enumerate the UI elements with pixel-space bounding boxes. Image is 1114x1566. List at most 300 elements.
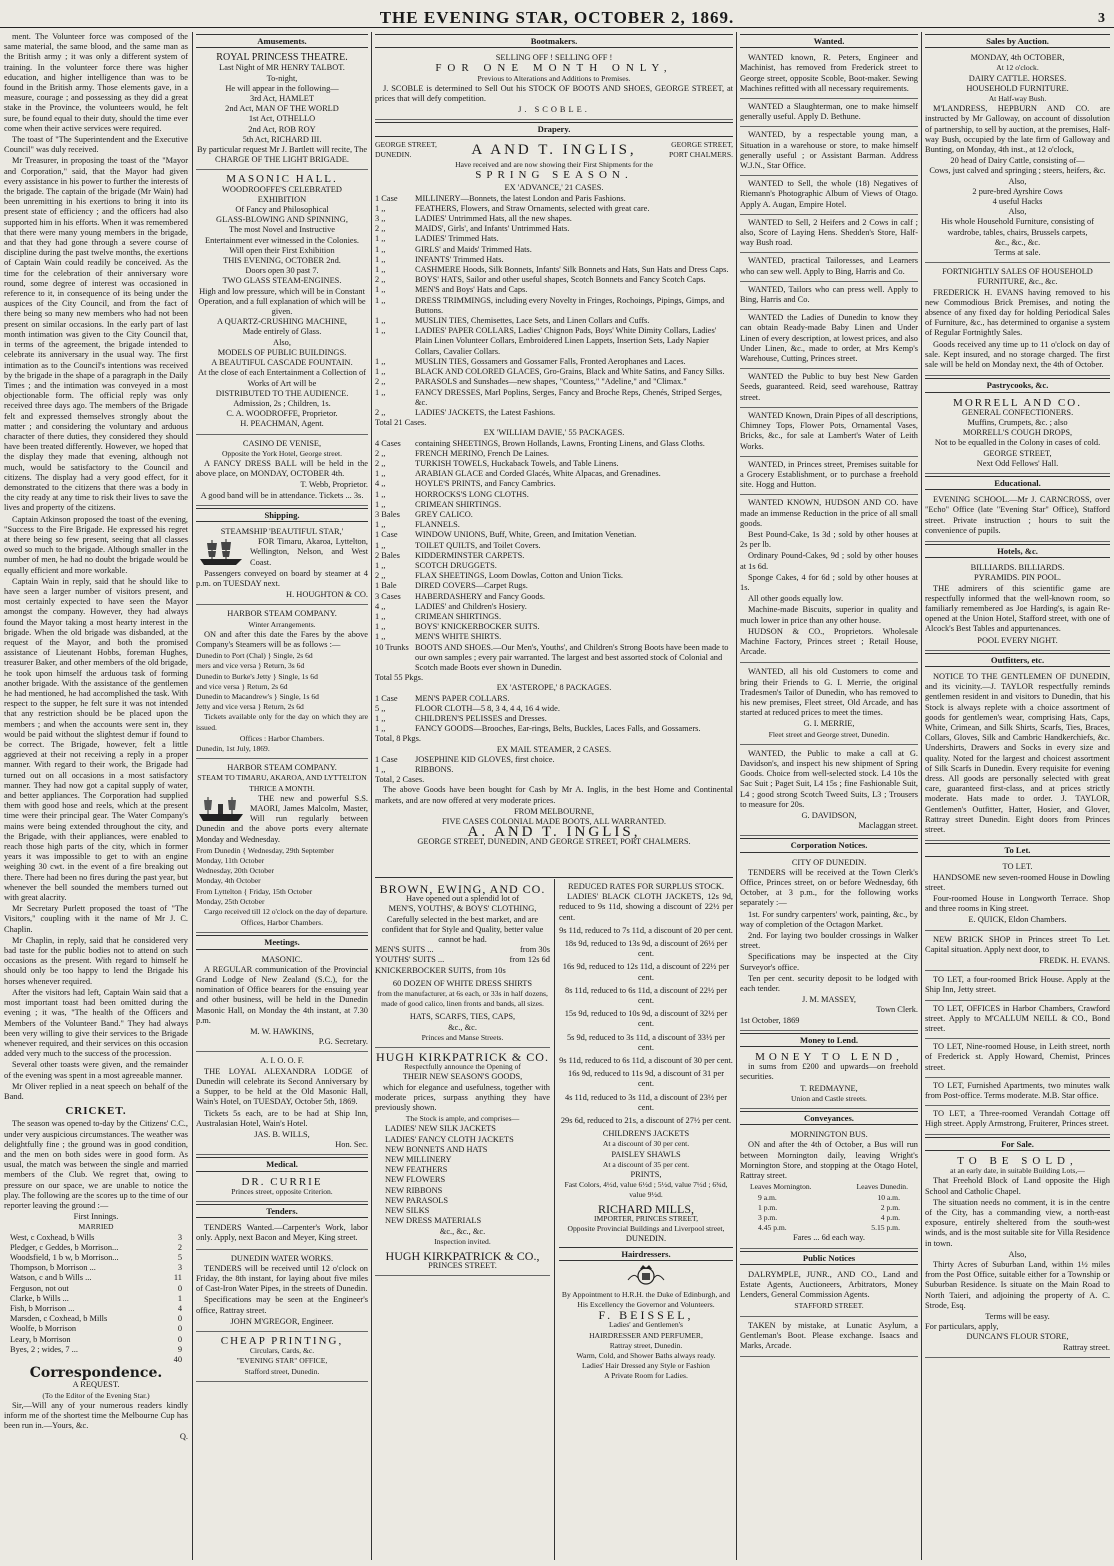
- text-line: Cows, just calved and springing ; steers, heifers, &c.: [929, 166, 1106, 176]
- section-wanted: Wanted.: [740, 34, 918, 48]
- section-amusements: Amusements.: [196, 34, 368, 48]
- goods-description: BOOTS AND SHOES.—Our Men's, Youths', and Children's Strong Boots have been made to our own samples ; every pair warranted. The largest and best assorted stock of Colonial and Scotch made Boots ever shown in Dunedin.: [415, 642, 729, 672]
- goods-quantity: 1 ,,: [375, 632, 386, 642]
- text-line: H. PEACHMAN, Agent.: [240, 419, 324, 429]
- goods-item: [375, 408, 733, 418]
- goods-description: HOYLE'S PRINTS, and Fancy Cambrics.: [415, 479, 556, 489]
- price-reduction: 4s 11d, reduced to 3s 11d, a discount of 23½ per cent.: [565, 1092, 727, 1112]
- batsman-name: Thompson, b Morrison ...: [10, 1263, 96, 1273]
- text-line: DISTRIBUTED TO THE AUDIENCE.: [215, 388, 349, 398]
- ad-beautiful-star: STEAMSHIP 'BEAUTIFUL STAR,' FOR Timaru, Akaroa, Lyttelton, Wellington, Nelson, and West Coast. Passengers conveyed on board by steamer at 4 p.m. on TUESDAY next. H. HOUGHTON & CO.: [196, 525, 368, 605]
- royal-crest-icon: [626, 1264, 666, 1288]
- score-row: [4, 1304, 188, 1314]
- batsman-runs: 3: [177, 1232, 182, 1242]
- goods-quantity: 2 ,,: [375, 377, 386, 387]
- ad-aiooof: A. I. O. O. F. THE LOYAL ALEXANDRA LODGE of Dunedin will celebrate its Second Anniversary by a Supper, to be held at the Old Masonic Hall, Wain's Hotel, on TUESDAY, October 5th, 1869. Tickets 5s each, are to be had at Ship Inn, Australasian Hotel, Wain's Hotel. JAS. B. WILLS, Hon. Sec.: [196, 1054, 368, 1155]
- goods-description: MEN'S PAPER COLLARS.: [415, 693, 510, 703]
- text-line: 4 useful Hacks: [992, 197, 1043, 207]
- text-line: Admission, 2s ; Children, 1s.: [233, 398, 331, 408]
- batsman-name: Ferguson, not out: [10, 1283, 69, 1293]
- section-shipping: Shipping.: [196, 508, 368, 522]
- batsman-runs: 0: [177, 1283, 182, 1293]
- goods-quantity: 1 Case: [375, 754, 398, 764]
- batsman-runs: 3: [177, 1263, 182, 1273]
- text-line: Stafford street, Dunedin.: [244, 1366, 320, 1376]
- goods-item: [375, 551, 733, 561]
- price-line: HUDSON & CO., Proprietors. Wholesale Machine Factory, Princes street ; Retail House, Arcade.: [740, 626, 918, 657]
- goods-description: MEN'S WHITE SHIRTS.: [415, 632, 502, 642]
- goods-quantity: 1 ,,: [375, 489, 386, 499]
- paragraph: Mr Secretary Purlett proposed the toast of "The Visitors," coupling with it the name of Mr J. C. Chaplin.: [4, 904, 188, 934]
- goods-item: [375, 622, 733, 632]
- ad-masonic-hall: MASONIC HALL. WOODROOFFE'S CELEBRATED EXHIBITION Of Fancy and Philosophical GLASS-BLOWING AND SPINNING, The most Novel and Instructive Entertainment ever witnessed in the Colonies. Will open their First Exhibition THIS EVENING, OCTOBER 2nd. Doors open 30 past 7. TWO GLASS STEAM-ENGINES. High and low pressure, which will be in Constant Operation, and a full explanation of which will be given. A QUARTZ-CRUSHING MACHINE, Made entirely of Glass. Also, MODELS OF PUBLIC BUILDINGS. A BEAUTIFUL CASCADE FOUNTAIN. At the close of each Entertainment a Collection of Works of Art will be DISTRIBUTED TO THE AUDIENCE. Admission, 2s ; Children, 1s. C. A. WOODROFFE, Proprietor. H. PEACHMAN, Agent.: [196, 172, 368, 434]
- cricket-heading: CRICKET.: [65, 1105, 127, 1118]
- fare-line: Dunedin to Burke's Jetty } Single, 1s 6d: [196, 671, 318, 681]
- text-line: MORRELL'S COUGH DROPS,: [962, 428, 1073, 438]
- goods-item: [375, 602, 733, 612]
- correspondence-to: (To the Editor of the Evening Star.): [42, 1390, 150, 1400]
- text-line: Warm, Cold, and Shower Baths always ready.: [576, 1350, 716, 1360]
- goods-quantity: 1 ,,: [375, 244, 386, 254]
- goods-quantity: 1 ,,: [375, 765, 386, 775]
- fare-line: and vice versa } Return, 2s 6d: [196, 681, 288, 691]
- goods-item: [375, 581, 733, 591]
- text-line: At the close of each Entertainment a Collection of Works of Art will be: [198, 368, 366, 388]
- text-line: MODELS OF PUBLIC BUILDINGS.: [217, 347, 347, 357]
- ad-wanted: WANTED, by a respectable young man, a Situation in a warehouse or store, to make himself generally useful ; or Assistant Barman. Address W.J.N., Star Office.: [740, 128, 918, 176]
- text-line: He will appear in the following—: [225, 83, 339, 93]
- goods-description: GREY CALICO.: [415, 509, 473, 519]
- ad-to-let: TO LET, Furnished Apartments, two minutes walk from Post-office. Terms moderate. M.B. Star office.: [925, 1079, 1110, 1106]
- section-public: Public Notices: [740, 1251, 918, 1265]
- batsman-runs: 0: [177, 1334, 182, 1344]
- ad-mornington-bus: MORNINGTON BUS. ON and after the 4th of October, a Bus will run between Mornington daily, leaving Wright's Mornington Store, and stopping at the Otago Hotel, Rattray street. Leaves Mornington. Leaves Dunedin. 9 a.m. 10 a.m. 1 p.m. 2 p.m. 3 p.m. 4 p.m. 4.45 p.m. 5.15 p.m. Fares ... 6d each way.: [740, 1128, 918, 1248]
- goods-item: [375, 326, 733, 357]
- batsman-runs: 11: [173, 1273, 182, 1283]
- goods-item: [375, 255, 733, 265]
- ad-currie: DR. CURRIE Princes street, opposite Criterion.: [196, 1175, 368, 1202]
- suit-price-row: [375, 945, 550, 955]
- goods-item: [375, 316, 733, 326]
- fare-line: Dunedin to Port (Chal) } Single, 2s 6d: [196, 651, 313, 661]
- goods-quantity: 3 ,,: [375, 214, 386, 224]
- goods-quantity: 1 ,,: [375, 560, 386, 570]
- goods-item: [375, 510, 733, 520]
- goods-description: TOILET QUILTS, and Toilet Covers.: [415, 540, 541, 550]
- goods-item: [375, 724, 733, 734]
- text-line: By particular request Mr J. Bartlett will recite, The: [196, 145, 368, 155]
- goods-quantity: 1 ,,: [375, 520, 386, 530]
- steamship-icon: [196, 794, 246, 824]
- text-line: THIS EVENING, OCTOBER 2nd.: [223, 256, 341, 266]
- goods-item: [375, 439, 733, 449]
- goods-description: LADIES' Trimmed Hats.: [415, 234, 499, 244]
- goods-quantity: 1 ,,: [375, 469, 386, 479]
- goods-line: NEW FLOWERS: [385, 1175, 446, 1185]
- ad-wanted: WANTED known, R. Peters, Engineer and Machinist, has removed from Frederick street to George street, opposite Scoble, Boot-maker. Sewing Machines refitted with all necessary requirements.: [740, 51, 918, 99]
- goods-description: MUSLIN TIES, Gossamers and Gossamer Falls, Fronted Aerophanes and Laces.: [415, 356, 686, 366]
- price-reduction: 15s 9d, reduced to 10s 9d, a discount of 32½ per cent.: [564, 1009, 728, 1029]
- ad-cheap-printing: CHEAP PRINTING, Circulars, Cards, &c. "EVENING STAR" OFFICE, Stafford street, Dunedin.: [196, 1334, 368, 1382]
- text-line: EXHIBITION: [257, 194, 307, 204]
- score-row: [4, 1263, 188, 1273]
- price-reduction: 16s 9d, reduced to 11s 9d, a discount of 31 per cent.: [568, 1069, 724, 1089]
- text-line: Also,: [1008, 176, 1027, 186]
- text-line: Muffins, Crumpets, &c. ; also: [967, 417, 1068, 427]
- masthead: [0, 6, 1114, 28]
- goods-description: HORROCKS'S LONG CLOTHS.: [415, 489, 529, 499]
- score-row: [4, 1345, 188, 1355]
- suit-price: from 12s 6d: [509, 955, 550, 965]
- goods-item: [375, 632, 733, 642]
- ad-to-let: TO LET, Nine-roomed House, in Leith street, north of Frederick st. Apply Howard, Chemist, Princes street.: [925, 1040, 1110, 1078]
- score-row: [4, 1314, 188, 1324]
- ship-icon: [196, 537, 246, 567]
- jackets-head: LADIES' BLACK CLOTH JACKETS, 12s 9d, reduced to 9s 11d, showing a discount of 22½ per cent.: [559, 892, 733, 922]
- price-reduction: 8s 11d, reduced to 6s 11d, a discount of 22½ per cent.: [565, 985, 727, 1006]
- goods-item: [375, 275, 733, 285]
- goods-quantity: 1 ,,: [375, 724, 386, 734]
- paragraph: ment. The Volunteer force was composed of the same material, the same blood, and the same man as the British army ; it was only a different system of training. In the volunteer force there was higher education, and higher intelligence than was to be found in the British army. Those elements gave, in a measure, courage ; and possessing as they did a great stake in the Province, the volunteers would, he felt sure, be found equal to their duty, should the time ever come when their active services were required.: [4, 32, 188, 133]
- goods-description: GIRLS' and Maids' Trimmed Hats.: [415, 244, 532, 254]
- score-row: [4, 1273, 188, 1283]
- score-row: [4, 1243, 188, 1253]
- ad-to-let: TO LET, OFFICES in Harbor Chambers, Crawford street. Apply to M'CALLUM NEILL & CO., Bond street.: [925, 1002, 1110, 1040]
- ad-merrie: WANTED, all his old Customers to come and bring their Friends to G. I. Merrie, the original Tradesmen's Tailor of Dunedin, who has removed to his new premises, Fleet street, Old Arcade, and has started at reduced prices to meet the times. G. I. MERRIE, Fleet street and George street, Dunedin.: [740, 665, 918, 744]
- ad-wanted: WANTED the Public to buy best New Garden Seeds, guaranteed. Reid, seed warehouse, Rattray street.: [740, 370, 918, 408]
- departure-mornington: 3 p.m.: [758, 1212, 778, 1222]
- score-row: [4, 1284, 188, 1294]
- paragraph: After the visitors had left, Captain Wain said that a most important toast had been omitted during the evening ; it was, "The health of the Officers and Members of the Volunteer Band." They had always been very willing to give their services to the Brigade whenever required, and their services on this occasion added very much to the success of the procession.: [4, 987, 188, 1059]
- goods-quantity: 1 ,,: [375, 316, 386, 326]
- section-money: Money to Lend.: [740, 1033, 918, 1047]
- text-line: To-night,: [266, 73, 298, 83]
- text-line: High and low pressure, which will be in Constant Operation, and a full explanation of which will be given.: [198, 286, 366, 317]
- goods-quantity: 1 ,,: [375, 285, 386, 295]
- section-conveyances: Conveyances.: [740, 1111, 918, 1125]
- text-line: 2nd Act, ROB ROY: [248, 124, 316, 134]
- goods-quantity: 3 Cases: [375, 591, 401, 601]
- goods-line: NEW MILLINERY: [385, 1155, 452, 1165]
- ad-wanted: WANTED, in Princes street, Premises suitable for a Grocery Establishment, or to purchase a freehold site. Hogg and Hutton.: [740, 458, 918, 496]
- goods-item: [375, 479, 733, 489]
- goods-description: INFANTS' Trimmed Hats.: [415, 254, 504, 264]
- goods-item: [375, 714, 733, 724]
- ad-dalrymple: DALRYMPLE, JUNR., AND CO., Land and Estate Agents, Auctioneers, Arbitrators, Money Lenders, General Commission Agents. STAFFORD STREET.: [740, 1268, 918, 1317]
- goods-item: [375, 224, 733, 234]
- ad-money-lend: MONEY TO LEND, in sums from £200 and upwards—on freehold securities. T. REDMAYNE, Union and Castle streets.: [740, 1050, 918, 1109]
- ad-hudson: WANTED KNOWN, HUDSON AND CO. have made an immense Reduction in the price of all small goods. Best Pound-Cake, 1s 3d ; sold by other houses at 2s per lb. Ordinary Pound-Cakes, 9d ; sold by other houses at 1s 6d. Sponge Cakes, 4 for 6d ; sold by other houses at 1s. All other goods equally low. Machine-made Biscuits, superior in quality and much lower in price than any other house. HUDSON & CO., Proprietors. Wholesale Machine Factory, Princes street ; Retail House, Arcade.: [740, 496, 918, 663]
- text-line: 1st Act, OTHELLO: [248, 114, 316, 124]
- ad-wanted: WANTED, Tailors who can press well. Apply to Bing, Harris and Co.: [740, 283, 918, 310]
- batsman-runs: 0: [177, 1324, 182, 1334]
- goods-description: FLANNELS.: [415, 520, 460, 530]
- text-line: Carefully selected in the best market, and are confident that for Style and Quality, better value cannot be had.: [381, 914, 544, 945]
- text-line: Entertainment ever witnessed in the Colonies.: [205, 235, 359, 245]
- goods-description: FANCY GOODS—Brooches, Ear-rings, Belts, Buckles, Laces Falls, and Gossamers.: [415, 724, 701, 734]
- text-line: MEN'S, YOUTHS', & BOYS' CLOTHING,: [388, 904, 537, 914]
- goods-description: HABERDASHERY and Fancy Goods.: [415, 591, 545, 601]
- suit-price-row: [375, 966, 550, 976]
- ad-harbor-steam-2: HARBOR STEAM COMPANY. STEAM TO TIMARU, AKAROA, AND LYTTELTON THRICE A MONTH. THE new and powerful S.S. MAORI, James Malcolm, Master, Will run regularly between Dunedin and the above ports every alternate Monday and Wednesday. From Dunedin { Wednesday, 29th September Monday, 11th October Wednesday, 20th October Monday, 4th October From Lyttelton { Friday, 15th October Monday, 25th October Cargo received till 12 o'clock on the day of departure. Offices, Harbor Chambers.: [196, 761, 368, 933]
- ad-taylor: NOTICE TO THE GENTLEMEN OF DUNEDIN, and its vicinity.—J. TAYLOR respectfully reminds gentlemen resident in and visitors to Dunedin, that his Stock is always replete with a choice assortment of goods for gentlemen's wear, comprising Hats, Caps, White, Crimean, and Silk Shirts, Scarfs, Ties, Braces, Collars, Gloves, Silk and Cambric Handkerchiefs, &c. Undershirts, Drawers and Socks in every size and quality. Noted for the largest and choicest assortment of Silk Scarfs in Dunedin. Every requisite for evening dress. All goods are personally selected with great care, guaranteed first-class, and at prices strictly moderate. Hats made to order. J. TAYLOR, Gentlemen's Outfitter, Hatter, Hosier, and Glover, Rattray street Dunedin. Eight doors from Princes street.: [925, 670, 1110, 841]
- ad-morrell: MORRELL AND CO. GENERAL CONFECTIONERS. Muffins, Crumpets, &c. ; also MORRELL'S COUGH DROPS, Not to be equalled in the Colony in cases of cold. GEORGE STREET, Next Odd Fellows' Hall.: [925, 396, 1110, 474]
- text-line: 2nd Act, MAN OF THE WORLD: [225, 104, 339, 114]
- price-line: Best Pound-Cake, 1s 3d ; sold by other houses at 2s per lb.: [740, 529, 918, 550]
- goods-quantity: 1 ,,: [375, 611, 386, 621]
- goods-description: containing SHEETINGS, Brown Hollands, Lawns, Fronting Linens, and Glass Cloths.: [415, 438, 705, 448]
- sailing-line: Wednesday, 20th October: [196, 866, 274, 876]
- column-clothing: [375, 882, 550, 1278]
- ad-royal-princess: ROYAL PRINCESS THEATRE. Last Night of MR HENRY TALBOT. To-night, He will appear in the following— 3rd Act, HAMLET 2nd Act, MAN OF THE WORLD 1st Act, OTHELLO 2nd Act, ROB ROY 5th Act, RICHARD III. By particular request Mr J. Bartlett will recite, The CHARGE OF THE LIGHT BRIGADE.: [196, 51, 368, 170]
- price-line: Sponge Cakes, 4 for 6d ; sold by other houses at 1s.: [740, 572, 918, 592]
- ad-wanted: WANTED a Slaughterman, one to make himself generally useful. Apply D. Bethune.: [740, 100, 918, 127]
- sailing-line: Monday, 25th October: [196, 896, 265, 906]
- ad-brick-shop: NEW BRICK SHOP in Princes street To Let. Capital situation. Apply next door, to FREDK. H. EVANS.: [925, 933, 1110, 972]
- departure-dunedin: 4 p.m.: [880, 1212, 900, 1222]
- section-corporation: Corporation Notices.: [740, 838, 918, 852]
- score-row: [4, 1233, 188, 1243]
- text-line: Of Fancy and Philosophical: [235, 205, 329, 215]
- paragraph: Several other toasts were given, and the remainder of the evening was spent in a most agreeable manner.: [4, 1060, 188, 1080]
- goods-item: [375, 571, 733, 581]
- paragraph: The toast of "The Superintendent and the Executive Council" was duly received.: [4, 135, 188, 155]
- text-line: TWO GLASS STEAM-ENGINES.: [222, 276, 342, 286]
- goods-description: MEN'S and Boys' Hats and Caps.: [415, 285, 528, 295]
- suit-price: from 30s: [519, 945, 550, 955]
- paragraph: Captain Wain in reply, said that he should like to have seen a larger number of visitors present, and most certainly expected to have seen the Mayor amongst the company. However, they had always found the Mayor taking a most hearty interest in the brigade. When the old brigade was disbanded, at the request of the Mayor, and both the promised assistance of Lieutenant Hobbs, foreman Hughes, treasurer Baker, and other members of the old brigade, he took upon himself the arduous task of forming another brigade. With the assistance of the gentlemen he had mentioned, he had accomplished the task. With respect to the supper, he felt sure it was not intended that any restriction should be be placed upon the members ; and when the accounts were sent in, they would be paid without the slightest demur if found to be correct. The Brigade, however, felt a little aggrieved at their not receiving a reply in a proper manner. With regard to their work, the Brigade had turned out on all occasions in a most satisfactory manner. They had now got a capital supply of water, and better appliances. The Corporation had supplied them with good hose and reels, which at the present time were their principal gear. The Water Company's mains were being extended throughout the city, and the Brigade, with their appliances, were enabled to reach those high parts of the city, which in former years it was impossible to get to with an engine weighing 30 cwt. in the event of a fire breaking out there. There had been no fires during the past year, but whenever the bell sounded the members turned out with great alacrity.: [4, 576, 188, 903]
- bus-time-row: [740, 1193, 918, 1203]
- goods-description: SCOTCH DRUGGETS.: [415, 560, 497, 570]
- goods-description: TURKISH TOWELS, Huckaback Towels, and Table Linens.: [415, 458, 619, 468]
- batsman-name: Byes, 2 ; wides, 7 ...: [10, 1344, 78, 1354]
- text-line: 5th Act, RICHARD III.: [242, 134, 322, 144]
- section-medical: Medical.: [196, 1157, 368, 1171]
- goods-item: [375, 765, 733, 775]
- correspondence-sub: A REQUEST.: [72, 1380, 120, 1390]
- text-line: GEORGE STREET,: [983, 448, 1052, 458]
- goods-quantity: 1 ,,: [375, 254, 386, 264]
- goods-quantity: 1 ,,: [375, 499, 386, 509]
- goods-line: NEW BONNETS AND HATS: [385, 1144, 488, 1154]
- goods-item: [375, 449, 733, 459]
- section-educational: Educational.: [925, 476, 1110, 490]
- goods-description: PARASOLS and Sunshades—new shapes, "Countess," "Adeline," and "Climax.": [415, 377, 687, 387]
- goods-quantity: 3 Bales: [375, 509, 400, 519]
- text-line: Ladies' and Gentlemen's: [608, 1320, 683, 1330]
- section-hairdressers: Hairdressers.: [559, 1247, 733, 1261]
- goods-item: [375, 377, 733, 387]
- text-line: Circulars, Cards, &c.: [249, 1346, 315, 1356]
- goods-item: [375, 234, 733, 244]
- goods-line: NEW SILKS: [385, 1206, 430, 1216]
- goods-description: MUSLIN TIES, Chemisettes, Lace Sets, and Linen Collars and Cuffs.: [415, 316, 650, 326]
- goods-description: FRENCH MERINO, French De Laines.: [415, 448, 549, 458]
- batsman-name: Leary, b Morrison: [10, 1334, 71, 1344]
- goods-quantity: 1 ,,: [375, 295, 386, 305]
- departure-mornington: 1 p.m.: [758, 1202, 778, 1212]
- goods-quantity: 2 ,,: [375, 571, 386, 581]
- goods-line: NEW FEATHERS: [385, 1165, 448, 1175]
- sailing-line: From Lyttelton { Friday, 15th October: [196, 886, 313, 896]
- column-reduced: REDUCED RATES FOR SURPLUS STOCK. LADIES' BLACK CLOTH JACKETS, 12s 9d, reduced to 9s 11d, showing a discount of 22½ per cent. 9s 11d, reduced to 7s 11d, a discount of 20 per cent. 18s 9d, reduced to 13s 9d, a discount of 26½ per cent. 16s 9d, reduced to 12s 11d, a discount of 22½ per cent. 8s 11d, reduced to 6s 11d, a discount of 22½ per cent. 15s 9d, reduced to 10s 9d, a discount of 32½ per cent. 5s 9d, reduced to 3s 11d, a discount of 33½ per cent. 9s 11d, reduced to 6s 11d, a discount of 30 per cent. 16s 9d, reduced to 11s 9d, a discount of 31 per cent. 4s 11d, reduced to 3s 11d, a discount of 23½ per cent. 29s 6d, reduced to 21s, a discount of 27½ per cent. CHILDREN'S JACKETS At a discount of 30 per cent. PAISLEY SHAWLS At a discount of 35 per cent. PRINTS, Fast Colors, 4½d, value 6½d ; 5½d, value 7½d ; 6¾d, value 9½d. RICHARD MILLS, IMPORTER, PRINCES STREET, Opposite Provincial Buildings and Liverpool street, DUNEDIN. Hairdressers. By Appointment to H.R.H. the Duke of Edinburgh, and His Excellency the Governor and Volunteers. F. BEISSEL, Ladies' and Gentlemen's HAIRDRESSER AND PERFUMER, Rattray street, Dunedin. Warm, Cold, and Shower Baths always ready. Ladies' Hair Dressed any Style or Fashion A Private Room for Ladies.: [559, 882, 733, 1381]
- goods-quantity: 2 ,,: [375, 224, 386, 234]
- goods-item: [375, 694, 733, 704]
- text-line: "EVENING STAR" OFFICE,: [236, 1356, 328, 1366]
- score-row: [4, 1335, 188, 1345]
- goods-quantity: 1 Case: [375, 693, 398, 703]
- ad-wanted: WANTED to Sell, 2 Heifers and 2 Cows in calf ; also, Score of Laying Hens. Shedden's Store, Half-way Bush road.: [740, 216, 918, 254]
- column-amusements: [196, 32, 368, 1560]
- ad-harbor-steam-1: HARBOR STEAM COMPANY. Winter Arrangements. ON and after this date the Fares by the above Company's Steamers will be as follows :— Dunedin to Port (Chal) } Single, 2s 6d mers and vice versa } Return, 3s 6d Dunedin to Burke's Jetty } Single, 1s 6d and vice versa } Return, 2s 6d Dunedin to Macandrew's } Single, 1s 6d Jetty and vice versa } Return, 2s 6d Tickets available only for the day on which they are issued. Offices : Harbor Chambers. Dunedin, 1st July, 1869.: [196, 607, 368, 759]
- text-line: 3rd Act, HAMLET: [250, 94, 314, 104]
- goods-item: [375, 357, 733, 367]
- ad-taken: TAKEN by mistake, at Lunatic Asylum, a Gentleman's Boot. Please exchange. Isaacs and Marks, Arcade.: [740, 1319, 918, 1358]
- goods-item: [375, 265, 733, 275]
- ad-evans: FORTNIGHTLY SALES OF HOUSEHOLD FURNITURE, &c., &c. FREDERICK H. EVANS having removed to his new Commodious Brick Premises, and noting the absence of any fixed day for holding Periodical Sales of Furniture, &c., has determined to organise a system of Regular Fortnightly Sales. Goods received any time up to 11 o'clock on day of sale. Kept insured, and no storage charged. The first sale will be held on Monday next, the 4th of October.: [925, 265, 1110, 376]
- goods-description: BOYS' HATS, Sailor and other useful shapes, Scotch Bonnets and Fancy Scotch Caps.: [415, 275, 706, 285]
- goods-item: [375, 643, 733, 674]
- price-reduction: 9s 11d, reduced to 7s 11d, a discount of 20 per cent.: [559, 925, 733, 935]
- goods-quantity: 10 Trunks: [375, 642, 409, 652]
- column-rule: [921, 32, 922, 1560]
- fare-line: Jetty and vice versa } Return, 2s 6d: [196, 702, 304, 712]
- ad-wanted: WANTED the Ladies of Dunedin to know they can obtain Ready-made Baby Linen and Under Linen of every description, at lowest prices, and also Under Linen, &c., made to order, at Mrs Kemp's Warehouse, Cutting, Princes street.: [740, 311, 918, 369]
- goods-quantity: 2 ,,: [375, 448, 386, 458]
- goods-quantity: 1 ,,: [375, 265, 386, 275]
- goods-item: [375, 245, 733, 255]
- goods-description: BOYS' KNICKERBOCKER SUITS.: [415, 622, 540, 632]
- goods-quantity: 2 Bales: [375, 550, 400, 560]
- goods-description: CRIMEAN SHIRTINGS.: [415, 499, 502, 509]
- goods-description: MAIDS', Girls', and Infants' Untrimmed Hats.: [415, 224, 570, 234]
- goods-item: [375, 755, 733, 765]
- goods-quantity: 1 ,,: [375, 326, 386, 336]
- column-wanted: [740, 32, 918, 1560]
- ad-to-let: TO LET, a Three-roomed Verandah Cottage off High street. Apply Armstrong, Fruiterer, Princes street.: [925, 1107, 1110, 1134]
- batsman-runs: 4: [177, 1303, 182, 1313]
- suit-name: KNICKERBOCKER SUITS, from 10s: [375, 965, 506, 975]
- text-line: A QUARTZ-CRUSHING MACHINE,: [216, 317, 347, 327]
- batsman-name: Woodsfield, 1 b w, b Morrison...: [10, 1252, 119, 1262]
- ad-inglis: GEORGE STREET, DUNEDIN. A AND T. INGLIS, GEORGE STREET, PORT CHALMERS. Have received and are now showing their First Shipments for the SPRING SEASON. EX 'ADVANCE,' 21 CASES. 1 Case MILLINERY—Bonnets, the latest London and Paris Fashions. 1 ,, FEATHERS, Flowers, and Straw Ornaments, selected with great care. 3 ,, LADIES' Untrimmed Hats, all the new shapes. 2 ,, MAIDS', Girls', and Infants' Untrimmed Hats. 1 ,, LADIES' Trimmed Hats. 1 ,, GIRLS' and Maids' Trimmed Hats. 1 ,, INFANTS' Trimmed Hats. 1 ,, CASHMERE Hoods, Silk Bonnets, Infants' Silk Bonnets and Hats, Sun Hats and Dress Caps. 2 ,, BOYS' HATS, Sailor and other useful shapes, Scotch Bonnets and Fancy Scotch Caps. 1 ,, MEN'S and Boys' Hats and Caps. 1 ,, DRESS TRIMMINGS, including every Novelty in Fringes, Rochoings, Pipings, Gimps, and Buttons. 1 ,, MUSLIN TIES, Chemisettes, Lace Sets, and Linen Collars and Cuffs. 1 ,, LADIES' PAPER COLLARS, Ladies' Chignon Pads, Boys' White Dimity Collars, Ladies' Plain Linen Volunteer Collars, Embroidered Linen Lappets, Insertion Sets, Lady Napier Collars, Cavalier Collars. 1 ,, MUSLIN TIES, Gossamers and Gossamer Falls, Fronted Aerophanes and Laces. 1 ,, BLACK AND COLORED GLACES, Gro-Grains, Black and White Satins, and Fancy Silks. 2 ,, PARASOLS and Sunshades—new shapes, "Countess," "Adeline," and "Climax." 1 ,, FANCY DRESSES, Marl Poplins, Serges, Fancy and Broche Reps, Chenés, Striped Serges, &c. 2 ,, LADIES' JACKETS, the Latest Fashions. Total 21 Cases. EX 'WILLIAM DAVIE,' 55 PACKAGES. 4 Cases containing SHEETINGS, Brown Hollands, Lawns, Fronting Linens, and Glass Cloths. 2 ,, FRENCH MERINO, French De Laines. 2 ,, TURKISH TOWELS, Huckaback Towels, and Table Linens. 1 ,, ARABIAN GLACE and Corded Glacés, White Alpacas, and Grenadines. 4 ,, HOYLE'S PRINTS, and Fancy Cambrics. 1 ,, HORROCKS'S LONG CLOTHS. 1 ,, CRIMEAN SHIRTINGS. 3 Bales GREY CALICO. 1 ,, FLANNELS. 1 Case WINDOW UNIONS, Buff, White, Green, and Imitation Venetian. 1 ,, TOILET QUILTS, and Toilet Covers. 2 Bales KIDDERMINSTER CARPETS. 1 ,, SCOTCH DRUGGETS. 2 ,, FLAX SHEETINGS, Loom Dowlas, Cotton and Union Ticks. 1 Bale DIRED COVERS—Carpet Rugs. 3 Cases HABERDASHERY and Fancy Goods. 4 ,, LADIES' and Children's Hosiery. 1 ,, CRIMEAN SHIRTINGS. 1 ,, BOYS' KNICKERBOCKER SUITS. 1 ,, MEN'S WHITE SHIRTS. 10 Trunks BOOTS AND SHOES.—Our Men's, Youths', and Children's Strong Boots have been made to our own samples ; every pair warranted. The largest and best assorted stock of Colonial and Scotch made Boots ever shown in Dunedin. Total 55 Pkgs. EX 'ASTEROPE,' 8 PACKAGES. 1 Case MEN'S PAPER COLLARS. 5 ,, FLOOR CLOTH—5 8, 3 4, 4 4, 16 4 wide. 1 ,, CHILDREN'S PELISSES and Dresses. 1 ,, FANCY GOODS—Brooches, Ear-rings, Belts, Buckles, Laces Falls, and Gossamers. Total, 8 Pkgs. EX MAIL STEAMER, 2 CASES. 1 Case JOSEPHINE KID GLOVES, first choice. 1 ,, RIBBONS. Total, 2 Cases. The above Goods have been bought for Cash by Mr A. Inglis, in the best Home and Continental markets, and are now offered at very moderate prices. FROM MELBOURNE, FIVE CASES COLONIAL MADE BOOTS, ALL WARRANTED. A. AND T. INGLIS, GEORGE STREET, DUNEDIN, AND GEORGE STREET, PORT CHALMERS.: [375, 139, 733, 847]
- text-line: Also,: [273, 337, 291, 347]
- goods-quantity: 1 ,,: [375, 540, 386, 550]
- fare-line: Dunedin to Macandrew's } Single, 1s 6d: [196, 691, 319, 701]
- text-line: &c., &c., &c.: [994, 237, 1041, 247]
- ad-scoble: SELLING OFF ! SELLING OFF ! FOR ONE MONTH ONLY, Previous to Alterations and Additions to Premises. J. SCOBLE is determined to Sell Out his STOCK OF BOOTS AND SHOES, GEORGE STREET, at prices that will defy competition. J. SCOBLE.: [375, 51, 733, 120]
- column-rule: [192, 32, 193, 1560]
- batsman-runs: 1: [177, 1293, 182, 1303]
- ad-wanted: WANTED, practical Tailoresses, and Learners who can sew well. Apply to Bing, Harris and Co.: [740, 254, 918, 281]
- goods-description: CRIMEAN SHIRTINGS.: [415, 611, 502, 621]
- price-line: Machine-made Biscuits, superior in quality and much lower in price than any other house.: [740, 605, 918, 625]
- bus-time-row: [740, 1223, 918, 1233]
- goods-quantity: 1 ,,: [375, 387, 386, 397]
- goods-item: [375, 194, 733, 204]
- text-line: CHARGE OF THE LIGHT BRIGADE.: [215, 155, 349, 165]
- goods-description: WINDOW UNIONS, Buff, White, Green, and Imitation Venetian.: [415, 530, 637, 540]
- ad-quick: TO LET. HANDSOME new seven-roomed House in Dowling street. Four-roomed House in Longworth Terrace. Shop and three rooms in King street. E. QUICK, Eldon Chambers.: [925, 860, 1110, 930]
- goods-description: FEATHERS, Flowers, and Straw Ornaments, selected with great care.: [415, 203, 650, 213]
- text-line: GENERAL CONFECTIONERS.: [961, 407, 1074, 417]
- text-line: The most Novel and Instructive: [228, 225, 336, 235]
- correspondence-body: Sir,—Will any of your numerous readers kindly inform me of the shortest time the Melbourne Cup has been run in.—Yours, &c.: [4, 1400, 188, 1431]
- column-auction: [925, 32, 1110, 1560]
- goods-quantity: 1 ,,: [375, 203, 386, 213]
- ad-to-let: TO LET, a four-roomed Brick House. Apply at the Ship Inn, Jetty street.: [925, 973, 1110, 1000]
- goods-description: FLOOR CLOTH—5 8, 3 4, 4 4, 16 4 wide.: [415, 703, 560, 713]
- goods-item: [375, 285, 733, 295]
- ad-evening-school: EVENING SCHOOL.—Mr J. CARNCROSS, over "Echo" Office (late "Evening Star" Office), Stafford street. Private instruction ; hours to suit the convenience of pupils.: [925, 493, 1110, 542]
- section-meetings: Meetings.: [196, 935, 368, 949]
- batsman-name: West, c Coxhead, b Wills: [10, 1232, 95, 1242]
- departure-mornington: 4.45 p.m.: [758, 1223, 787, 1233]
- score-row: [4, 1294, 188, 1304]
- text-line: A Private Room for Ladies.: [604, 1371, 688, 1381]
- goods-item: [375, 500, 733, 510]
- goods-item: [375, 541, 733, 551]
- text-line: Next Odd Fellows' Hall.: [976, 458, 1059, 468]
- ad-wanted: WANTED to Sell, the whole (18) Negatives of Riemann's Photographic Album of Views of Otago. Apply A. Augan, Empire Hotel.: [740, 177, 918, 215]
- price-reduction: 16s 9d, reduced to 12s 11d, a discount of 22½ per cent.: [562, 962, 730, 982]
- goods-quantity: 2 ,,: [375, 458, 386, 468]
- goods-quantity: 1 Case: [375, 530, 398, 540]
- score-total: 40: [173, 1355, 182, 1364]
- ad-tender-carpenter: TENDERS Wanted.—Carpenter's Work, labor only. Apply, next Bacon and Meyer, King street.: [196, 1221, 368, 1249]
- goods-description: DIRED COVERS—Carpet Rugs.: [415, 581, 528, 591]
- batsman-name: Fish, b Morrison ...: [10, 1303, 75, 1313]
- ad-billiards: BILLIARDS. BILLIARDS. PYRAMIDS. PIN POOL. THE admirers of this scientific game are respectfully informed that the well-known room, so familiarly remembered as Joe Harding's, is again Re-opened at the Union Hotel, Stafford street, with one of Alcock's Best Tables and appurtenances. POOL EVERY NIGHT.: [925, 561, 1110, 651]
- goods-item: [375, 388, 733, 408]
- goods-quantity: 2 ,,: [375, 407, 386, 417]
- cricket-intro: The season was opened to-day by the Citizens' C.C., under very auspicious circumstances. The weather was delightfully fine ; the ground was in good condition, and the men on both sides were in good form. As usual, the match was between the single and married members of the Club. We regret that, owing to pressure on our space, we are unable to notice the play. The following are the scores up to the time of our reporter leaving the ground :—: [4, 1119, 188, 1210]
- sailing-line: Monday, 11th October: [196, 856, 265, 866]
- section-for-sale: For Sale.: [925, 1137, 1110, 1151]
- sailing-line: Monday, 4th October: [196, 876, 261, 886]
- score-row: [4, 1324, 188, 1334]
- text-line: 2 pure-bred Ayrshire Cows: [972, 186, 1063, 196]
- goods-description: JOSEPHINE KID GLOVES, first choice.: [415, 754, 555, 764]
- text-line: Will open their First Exhibition: [229, 245, 335, 255]
- goods-quantity: 1 ,,: [375, 234, 386, 244]
- price-reduction: 5s 9d, reduced to 3s 11d, a discount of 33½ per cent.: [566, 1032, 726, 1052]
- correspondence-sig: Q.: [179, 1432, 188, 1442]
- goods-quantity: 2 ,,: [375, 275, 386, 285]
- score-table: [4, 1233, 188, 1355]
- column-drapery: [375, 32, 733, 1560]
- goods-item: [375, 592, 733, 602]
- goods-quantity: 4 ,,: [375, 601, 386, 611]
- paragraph: Mr Oliver replied in a neat speech on behalf of the Band.: [4, 1081, 188, 1101]
- goods-description: LADIES' and Children's Hosiery.: [415, 601, 527, 611]
- goods-item: [375, 530, 733, 540]
- section-pastrycooks: Pastrycooks, &c.: [925, 378, 1110, 392]
- paragraph: Captain Atkinson proposed the toast of the evening, "Success to the Fire Brigade. He expressed his regret at there being so few present, seeing that all classes owed so much to the brigade. Although smaller in the number of men, he had no doubt the brigade would be equally efficient and more workable.: [4, 514, 188, 575]
- masthead-title: THE EVENING STAR, OCTOBER 2, 1869.: [379, 8, 735, 27]
- goods-item: [375, 214, 733, 224]
- section-tenders: Tenders.: [196, 1204, 368, 1218]
- fare-line: mers and vice versa } Return, 3s 6d: [196, 661, 305, 671]
- text-line: Also,: [1008, 207, 1027, 217]
- goods-item: [375, 490, 733, 500]
- side-label: MARRIED: [78, 1222, 114, 1232]
- batsman-runs: 9: [177, 1344, 182, 1354]
- score-row: [4, 1253, 188, 1263]
- goods-quantity: 1 Bale: [375, 581, 397, 591]
- ad-wanted: WANTED Known, Drain Pipes of all descriptions, Chimney Tops, Flower Pots, Ornamental Vases, Bricks, &c., for sale at Lambert's Water of Leith Works.: [740, 409, 918, 457]
- paragraph: Mr Chaplin, in reply, said that he considered very bad taste for the public bodies not to attend on such occasions as the present. With regard to himself he should only be too happy to lend the Brigade his horses whenever required.: [4, 935, 188, 986]
